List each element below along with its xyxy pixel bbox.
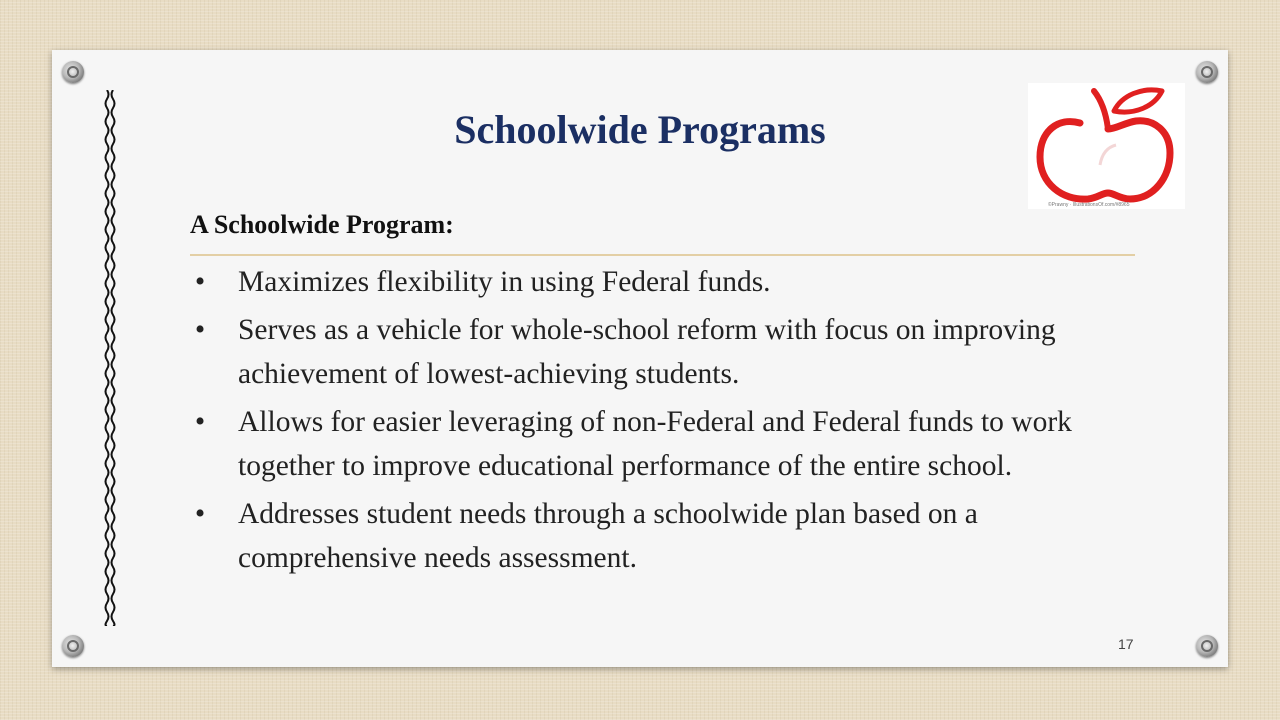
screw-top-left-icon: [62, 61, 84, 83]
slide-title: Schoolwide Programs: [454, 107, 826, 152]
bullet-dot-icon: •: [194, 266, 206, 298]
ribbon-border-icon: [102, 90, 118, 626]
screw-bottom-left-icon: [62, 635, 84, 657]
bullet-item: [190, 260, 1150, 304]
section-subheading: A Schoolwide Program:: [190, 210, 454, 239]
logo-credit: ©Prawny · IllustrationsOf.com/#8965: [1048, 202, 1130, 208]
bullet-text: Serves as a vehicle for whole-school reform with focus on improving achievement of lowest-achieving students.: [238, 314, 1056, 390]
bullet-item: [190, 492, 1150, 580]
bullet-item: [190, 400, 1150, 488]
apple-logo: [1028, 83, 1185, 209]
bullet-dot-icon: •: [194, 406, 206, 438]
bullet-list: [190, 256, 1150, 580]
bullet-item: [190, 308, 1150, 396]
screw-top-right-icon: [1196, 61, 1218, 83]
bullet-dot-icon: •: [194, 314, 206, 346]
screw-bottom-right-icon: [1196, 635, 1218, 657]
slide-card: [52, 50, 1228, 667]
page-number: 17: [1118, 636, 1134, 652]
bullet-dot-icon: •: [194, 498, 206, 530]
apple-icon: [1028, 83, 1185, 209]
bullet-text: Maximizes flexibility in using Federal funds.: [238, 266, 771, 298]
bullet-text: Addresses student needs through a schoolwide plan based on a comprehensive needs assessment.: [238, 498, 978, 574]
bullet-text: Allows for easier leveraging of non-Federal and Federal funds to work together to improve educational performance of the entire school.: [238, 406, 1072, 482]
